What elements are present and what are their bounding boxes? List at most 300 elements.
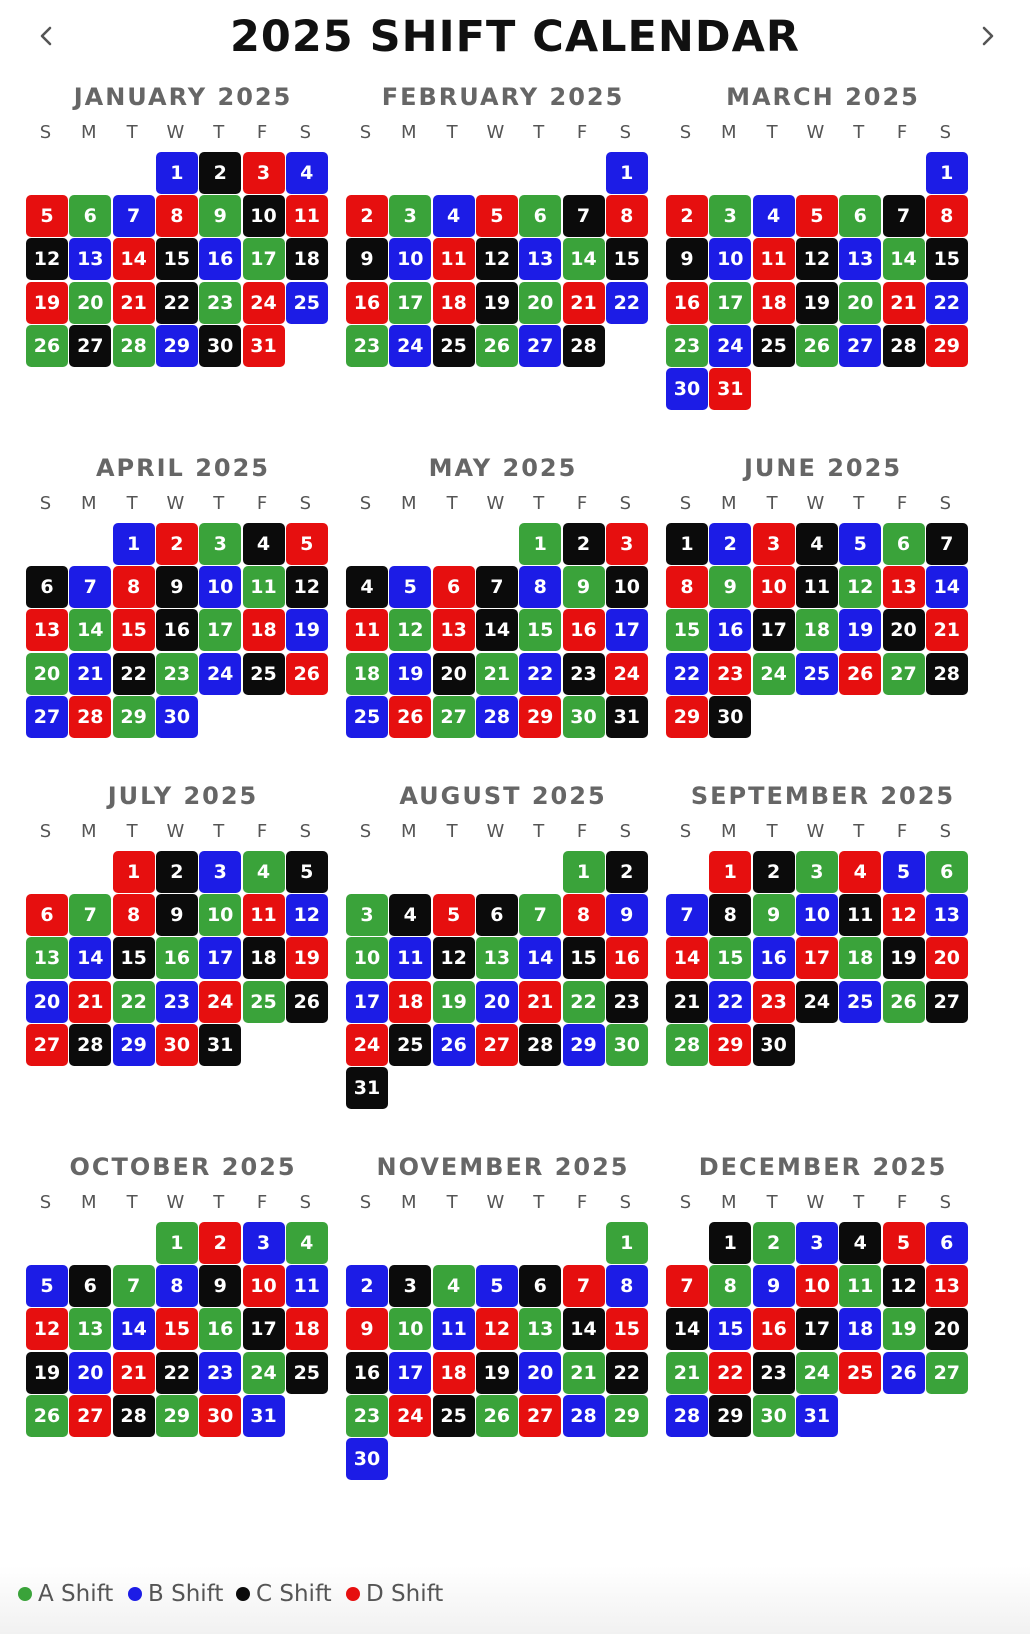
day-cell[interactable]: 29 xyxy=(563,1024,605,1066)
day-cell[interactable]: 5 xyxy=(839,523,881,565)
day-cell[interactable]: 20 xyxy=(26,981,68,1023)
day-cell[interactable]: 15 xyxy=(563,937,605,979)
day-cell[interactable]: 28 xyxy=(563,1395,605,1437)
day-cell[interactable]: 23 xyxy=(199,282,241,324)
day-cell[interactable]: 11 xyxy=(753,238,795,280)
day-cell[interactable]: 12 xyxy=(433,937,475,979)
day-cell[interactable]: 22 xyxy=(926,282,968,324)
day-cell[interactable]: 7 xyxy=(113,195,155,237)
day-cell[interactable]: 21 xyxy=(666,981,708,1023)
day-cell[interactable]: 19 xyxy=(26,282,68,324)
day-cell[interactable]: 8 xyxy=(113,566,155,608)
day-cell[interactable]: 12 xyxy=(389,609,431,651)
day-cell[interactable]: 21 xyxy=(666,1352,708,1394)
day-cell[interactable]: 14 xyxy=(666,937,708,979)
day-cell[interactable]: 30 xyxy=(709,696,751,738)
day-cell[interactable]: 15 xyxy=(156,1308,198,1350)
day-cell[interactable]: 1 xyxy=(606,152,648,194)
day-cell[interactable]: 30 xyxy=(606,1024,648,1066)
day-cell[interactable]: 26 xyxy=(883,981,925,1023)
day-cell[interactable]: 4 xyxy=(286,1222,328,1264)
day-cell[interactable]: 12 xyxy=(476,1308,518,1350)
day-cell[interactable]: 14 xyxy=(69,937,111,979)
day-cell[interactable]: 14 xyxy=(926,566,968,608)
day-cell[interactable]: 28 xyxy=(113,1395,155,1437)
day-cell[interactable]: 9 xyxy=(606,894,648,936)
day-cell[interactable]: 22 xyxy=(606,282,648,324)
day-cell[interactable]: 29 xyxy=(709,1395,751,1437)
day-cell[interactable]: 20 xyxy=(519,1352,561,1394)
day-cell[interactable]: 9 xyxy=(666,238,708,280)
day-cell[interactable]: 19 xyxy=(286,609,328,651)
day-cell[interactable]: 10 xyxy=(753,566,795,608)
day-cell[interactable]: 31 xyxy=(243,325,285,367)
day-cell[interactable]: 6 xyxy=(69,195,111,237)
day-cell[interactable]: 3 xyxy=(243,152,285,194)
day-cell[interactable]: 2 xyxy=(753,1222,795,1264)
day-cell[interactable]: 1 xyxy=(113,851,155,893)
day-cell[interactable]: 29 xyxy=(926,325,968,367)
day-cell[interactable]: 2 xyxy=(199,152,241,194)
day-cell[interactable]: 15 xyxy=(709,937,751,979)
day-cell[interactable]: 27 xyxy=(26,1024,68,1066)
day-cell[interactable]: 11 xyxy=(433,1308,475,1350)
day-cell[interactable]: 31 xyxy=(606,696,648,738)
day-cell[interactable]: 1 xyxy=(926,152,968,194)
day-cell[interactable]: 30 xyxy=(156,1024,198,1066)
day-cell[interactable]: 30 xyxy=(563,696,605,738)
day-cell[interactable]: 25 xyxy=(796,653,838,695)
day-cell[interactable]: 7 xyxy=(563,1265,605,1307)
day-cell[interactable]: 16 xyxy=(606,937,648,979)
day-cell[interactable]: 12 xyxy=(476,238,518,280)
day-cell[interactable]: 20 xyxy=(519,282,561,324)
day-cell[interactable]: 14 xyxy=(666,1308,708,1350)
day-cell[interactable]: 30 xyxy=(346,1438,388,1480)
day-cell[interactable]: 7 xyxy=(519,894,561,936)
day-cell[interactable]: 1 xyxy=(563,851,605,893)
day-cell[interactable]: 16 xyxy=(563,609,605,651)
day-cell[interactable]: 31 xyxy=(243,1395,285,1437)
day-cell[interactable]: 7 xyxy=(69,566,111,608)
day-cell[interactable]: 2 xyxy=(346,1265,388,1307)
day-cell[interactable]: 17 xyxy=(389,1352,431,1394)
day-cell[interactable]: 19 xyxy=(883,937,925,979)
day-cell[interactable]: 13 xyxy=(519,238,561,280)
day-cell[interactable]: 20 xyxy=(926,937,968,979)
day-cell[interactable]: 24 xyxy=(709,325,751,367)
day-cell[interactable]: 10 xyxy=(389,238,431,280)
day-cell[interactable]: 10 xyxy=(243,1265,285,1307)
day-cell[interactable]: 30 xyxy=(156,696,198,738)
day-cell[interactable]: 9 xyxy=(753,1265,795,1307)
day-cell[interactable]: 22 xyxy=(666,653,708,695)
day-cell[interactable]: 7 xyxy=(563,195,605,237)
day-cell[interactable]: 31 xyxy=(796,1395,838,1437)
day-cell[interactable]: 29 xyxy=(666,696,708,738)
day-cell[interactable]: 3 xyxy=(389,1265,431,1307)
day-cell[interactable]: 22 xyxy=(606,1352,648,1394)
day-cell[interactable]: 19 xyxy=(389,653,431,695)
day-cell[interactable]: 24 xyxy=(199,653,241,695)
day-cell[interactable]: 29 xyxy=(709,1024,751,1066)
day-cell[interactable]: 15 xyxy=(709,1308,751,1350)
day-cell[interactable]: 8 xyxy=(666,566,708,608)
day-cell[interactable]: 31 xyxy=(199,1024,241,1066)
day-cell[interactable]: 24 xyxy=(346,1024,388,1066)
day-cell[interactable]: 7 xyxy=(666,894,708,936)
day-cell[interactable]: 4 xyxy=(389,894,431,936)
day-cell[interactable]: 23 xyxy=(709,653,751,695)
day-cell[interactable]: 11 xyxy=(433,238,475,280)
day-cell[interactable]: 23 xyxy=(753,1352,795,1394)
day-cell[interactable]: 5 xyxy=(26,195,68,237)
day-cell[interactable]: 21 xyxy=(563,1352,605,1394)
day-cell[interactable]: 30 xyxy=(199,1395,241,1437)
day-cell[interactable]: 1 xyxy=(709,1222,751,1264)
day-cell[interactable]: 11 xyxy=(243,566,285,608)
day-cell[interactable]: 6 xyxy=(26,894,68,936)
day-cell[interactable]: 8 xyxy=(606,195,648,237)
day-cell[interactable]: 6 xyxy=(883,523,925,565)
day-cell[interactable]: 5 xyxy=(389,566,431,608)
day-cell[interactable]: 10 xyxy=(796,894,838,936)
day-cell[interactable]: 19 xyxy=(796,282,838,324)
day-cell[interactable]: 3 xyxy=(709,195,751,237)
day-cell[interactable]: 14 xyxy=(563,1308,605,1350)
day-cell[interactable]: 7 xyxy=(69,894,111,936)
day-cell[interactable]: 2 xyxy=(346,195,388,237)
day-cell[interactable]: 29 xyxy=(606,1395,648,1437)
day-cell[interactable]: 17 xyxy=(243,1308,285,1350)
day-cell[interactable]: 16 xyxy=(156,609,198,651)
day-cell[interactable]: 18 xyxy=(243,609,285,651)
day-cell[interactable]: 6 xyxy=(926,851,968,893)
day-cell[interactable]: 7 xyxy=(926,523,968,565)
day-cell[interactable]: 25 xyxy=(433,1395,475,1437)
day-cell[interactable]: 18 xyxy=(286,1308,328,1350)
day-cell[interactable]: 16 xyxy=(666,282,708,324)
day-cell[interactable]: 4 xyxy=(243,523,285,565)
day-cell[interactable]: 26 xyxy=(883,1352,925,1394)
day-cell[interactable]: 5 xyxy=(433,894,475,936)
day-cell[interactable]: 18 xyxy=(389,981,431,1023)
day-cell[interactable]: 10 xyxy=(709,238,751,280)
day-cell[interactable]: 4 xyxy=(286,152,328,194)
day-cell[interactable]: 17 xyxy=(243,238,285,280)
day-cell[interactable]: 4 xyxy=(346,566,388,608)
day-cell[interactable]: 22 xyxy=(113,653,155,695)
day-cell[interactable]: 13 xyxy=(519,1308,561,1350)
day-cell[interactable]: 23 xyxy=(666,325,708,367)
day-cell[interactable]: 28 xyxy=(69,696,111,738)
day-cell[interactable]: 10 xyxy=(346,937,388,979)
day-cell[interactable]: 18 xyxy=(433,1352,475,1394)
day-cell[interactable]: 29 xyxy=(113,696,155,738)
day-cell[interactable]: 27 xyxy=(519,1395,561,1437)
day-cell[interactable]: 27 xyxy=(839,325,881,367)
day-cell[interactable]: 18 xyxy=(753,282,795,324)
day-cell[interactable]: 19 xyxy=(476,282,518,324)
day-cell[interactable]: 3 xyxy=(796,851,838,893)
day-cell[interactable]: 13 xyxy=(926,894,968,936)
day-cell[interactable]: 27 xyxy=(433,696,475,738)
day-cell[interactable]: 5 xyxy=(286,523,328,565)
next-year-button[interactable] xyxy=(966,14,1010,58)
day-cell[interactable]: 6 xyxy=(433,566,475,608)
day-cell[interactable]: 3 xyxy=(606,523,648,565)
day-cell[interactable]: 8 xyxy=(156,195,198,237)
day-cell[interactable]: 2 xyxy=(666,195,708,237)
day-cell[interactable]: 26 xyxy=(796,325,838,367)
day-cell[interactable]: 9 xyxy=(156,566,198,608)
day-cell[interactable]: 7 xyxy=(666,1265,708,1307)
day-cell[interactable]: 9 xyxy=(199,195,241,237)
day-cell[interactable]: 19 xyxy=(883,1308,925,1350)
day-cell[interactable]: 24 xyxy=(753,653,795,695)
day-cell[interactable]: 25 xyxy=(753,325,795,367)
day-cell[interactable]: 22 xyxy=(156,282,198,324)
day-cell[interactable]: 23 xyxy=(199,1352,241,1394)
day-cell[interactable]: 6 xyxy=(69,1265,111,1307)
day-cell[interactable]: 18 xyxy=(839,1308,881,1350)
day-cell[interactable]: 15 xyxy=(113,609,155,651)
day-cell[interactable]: 7 xyxy=(476,566,518,608)
day-cell[interactable]: 16 xyxy=(199,1308,241,1350)
day-cell[interactable]: 28 xyxy=(926,653,968,695)
day-cell[interactable]: 3 xyxy=(199,851,241,893)
day-cell[interactable]: 22 xyxy=(519,653,561,695)
day-cell[interactable]: 24 xyxy=(243,282,285,324)
day-cell[interactable]: 25 xyxy=(243,981,285,1023)
day-cell[interactable]: 27 xyxy=(26,696,68,738)
day-cell[interactable]: 12 xyxy=(26,238,68,280)
day-cell[interactable]: 30 xyxy=(753,1395,795,1437)
day-cell[interactable]: 13 xyxy=(839,238,881,280)
day-cell[interactable]: 2 xyxy=(156,523,198,565)
day-cell[interactable]: 4 xyxy=(839,1222,881,1264)
day-cell[interactable]: 11 xyxy=(389,937,431,979)
day-cell[interactable]: 12 xyxy=(26,1308,68,1350)
day-cell[interactable]: 13 xyxy=(476,937,518,979)
day-cell[interactable]: 29 xyxy=(156,325,198,367)
day-cell[interactable]: 8 xyxy=(709,1265,751,1307)
day-cell[interactable]: 22 xyxy=(156,1352,198,1394)
day-cell[interactable]: 10 xyxy=(796,1265,838,1307)
day-cell[interactable]: 9 xyxy=(753,894,795,936)
day-cell[interactable]: 20 xyxy=(26,653,68,695)
day-cell[interactable]: 29 xyxy=(519,696,561,738)
day-cell[interactable]: 20 xyxy=(433,653,475,695)
day-cell[interactable]: 12 xyxy=(796,238,838,280)
day-cell[interactable]: 17 xyxy=(796,937,838,979)
day-cell[interactable]: 3 xyxy=(243,1222,285,1264)
day-cell[interactable]: 9 xyxy=(709,566,751,608)
day-cell[interactable]: 14 xyxy=(113,1308,155,1350)
day-cell[interactable]: 26 xyxy=(476,325,518,367)
day-cell[interactable]: 2 xyxy=(709,523,751,565)
day-cell[interactable]: 3 xyxy=(796,1222,838,1264)
day-cell[interactable]: 14 xyxy=(113,238,155,280)
day-cell[interactable]: 8 xyxy=(709,894,751,936)
day-cell[interactable]: 11 xyxy=(286,195,328,237)
day-cell[interactable]: 25 xyxy=(839,981,881,1023)
day-cell[interactable]: 5 xyxy=(26,1265,68,1307)
day-cell[interactable]: 27 xyxy=(926,981,968,1023)
day-cell[interactable]: 26 xyxy=(839,653,881,695)
day-cell[interactable]: 4 xyxy=(839,851,881,893)
day-cell[interactable]: 18 xyxy=(796,609,838,651)
day-cell[interactable]: 25 xyxy=(389,1024,431,1066)
day-cell[interactable]: 6 xyxy=(519,195,561,237)
day-cell[interactable]: 30 xyxy=(753,1024,795,1066)
day-cell[interactable]: 20 xyxy=(69,1352,111,1394)
day-cell[interactable]: 30 xyxy=(666,368,708,410)
day-cell[interactable]: 18 xyxy=(286,238,328,280)
day-cell[interactable]: 1 xyxy=(606,1222,648,1264)
day-cell[interactable]: 6 xyxy=(839,195,881,237)
day-cell[interactable]: 9 xyxy=(156,894,198,936)
day-cell[interactable]: 3 xyxy=(199,523,241,565)
day-cell[interactable]: 26 xyxy=(389,696,431,738)
day-cell[interactable]: 10 xyxy=(199,894,241,936)
day-cell[interactable]: 4 xyxy=(433,1265,475,1307)
day-cell[interactable]: 18 xyxy=(433,282,475,324)
day-cell[interactable]: 28 xyxy=(476,696,518,738)
day-cell[interactable]: 17 xyxy=(709,282,751,324)
day-cell[interactable]: 19 xyxy=(839,609,881,651)
day-cell[interactable]: 20 xyxy=(476,981,518,1023)
day-cell[interactable]: 23 xyxy=(156,981,198,1023)
day-cell[interactable]: 12 xyxy=(286,894,328,936)
day-cell[interactable]: 6 xyxy=(926,1222,968,1264)
day-cell[interactable]: 17 xyxy=(389,282,431,324)
day-cell[interactable]: 10 xyxy=(243,195,285,237)
day-cell[interactable]: 15 xyxy=(606,1308,648,1350)
day-cell[interactable]: 2 xyxy=(156,851,198,893)
day-cell[interactable]: 9 xyxy=(199,1265,241,1307)
day-cell[interactable]: 9 xyxy=(346,1308,388,1350)
day-cell[interactable]: 8 xyxy=(156,1265,198,1307)
day-cell[interactable]: 27 xyxy=(69,1395,111,1437)
day-cell[interactable]: 20 xyxy=(69,282,111,324)
day-cell[interactable]: 23 xyxy=(563,653,605,695)
day-cell[interactable]: 16 xyxy=(346,1352,388,1394)
day-cell[interactable]: 22 xyxy=(563,981,605,1023)
day-cell[interactable]: 9 xyxy=(563,566,605,608)
day-cell[interactable]: 21 xyxy=(113,282,155,324)
day-cell[interactable]: 28 xyxy=(666,1024,708,1066)
day-cell[interactable]: 21 xyxy=(563,282,605,324)
day-cell[interactable]: 11 xyxy=(346,609,388,651)
day-cell[interactable]: 5 xyxy=(883,1222,925,1264)
day-cell[interactable]: 20 xyxy=(839,282,881,324)
day-cell[interactable]: 11 xyxy=(839,1265,881,1307)
day-cell[interactable]: 15 xyxy=(926,238,968,280)
day-cell[interactable]: 28 xyxy=(113,325,155,367)
day-cell[interactable]: 18 xyxy=(839,937,881,979)
day-cell[interactable]: 3 xyxy=(389,195,431,237)
day-cell[interactable]: 23 xyxy=(346,325,388,367)
day-cell[interactable]: 31 xyxy=(709,368,751,410)
day-cell[interactable]: 1 xyxy=(113,523,155,565)
day-cell[interactable]: 10 xyxy=(606,566,648,608)
day-cell[interactable]: 11 xyxy=(839,894,881,936)
day-cell[interactable]: 15 xyxy=(606,238,648,280)
day-cell[interactable]: 21 xyxy=(883,282,925,324)
day-cell[interactable]: 28 xyxy=(563,325,605,367)
day-cell[interactable]: 29 xyxy=(113,1024,155,1066)
day-cell[interactable]: 17 xyxy=(199,937,241,979)
day-cell[interactable]: 20 xyxy=(883,609,925,651)
day-cell[interactable]: 15 xyxy=(666,609,708,651)
day-cell[interactable]: 28 xyxy=(69,1024,111,1066)
day-cell[interactable]: 14 xyxy=(69,609,111,651)
day-cell[interactable]: 25 xyxy=(286,1352,328,1394)
day-cell[interactable]: 19 xyxy=(286,937,328,979)
day-cell[interactable]: 9 xyxy=(346,238,388,280)
day-cell[interactable]: 5 xyxy=(286,851,328,893)
day-cell[interactable]: 5 xyxy=(476,195,518,237)
day-cell[interactable]: 17 xyxy=(753,609,795,651)
day-cell[interactable]: 21 xyxy=(69,653,111,695)
day-cell[interactable]: 4 xyxy=(796,523,838,565)
day-cell[interactable]: 22 xyxy=(709,1352,751,1394)
day-cell[interactable]: 21 xyxy=(113,1352,155,1394)
day-cell[interactable]: 15 xyxy=(156,238,198,280)
day-cell[interactable]: 14 xyxy=(563,238,605,280)
day-cell[interactable]: 11 xyxy=(796,566,838,608)
day-cell[interactable]: 25 xyxy=(243,653,285,695)
day-cell[interactable]: 16 xyxy=(199,238,241,280)
day-cell[interactable]: 19 xyxy=(26,1352,68,1394)
day-cell[interactable]: 17 xyxy=(606,609,648,651)
day-cell[interactable]: 24 xyxy=(389,325,431,367)
day-cell[interactable]: 13 xyxy=(69,1308,111,1350)
day-cell[interactable]: 6 xyxy=(476,894,518,936)
day-cell[interactable]: 18 xyxy=(243,937,285,979)
day-cell[interactable]: 24 xyxy=(796,981,838,1023)
day-cell[interactable]: 13 xyxy=(926,1265,968,1307)
day-cell[interactable]: 13 xyxy=(26,609,68,651)
day-cell[interactable]: 12 xyxy=(839,566,881,608)
day-cell[interactable]: 26 xyxy=(286,981,328,1023)
day-cell[interactable]: 3 xyxy=(753,523,795,565)
day-cell[interactable]: 2 xyxy=(606,851,648,893)
day-cell[interactable]: 5 xyxy=(476,1265,518,1307)
day-cell[interactable]: 12 xyxy=(883,1265,925,1307)
day-cell[interactable]: 23 xyxy=(156,653,198,695)
day-cell[interactable]: 25 xyxy=(346,696,388,738)
day-cell[interactable]: 25 xyxy=(286,282,328,324)
day-cell[interactable]: 11 xyxy=(286,1265,328,1307)
day-cell[interactable]: 15 xyxy=(113,937,155,979)
day-cell[interactable]: 10 xyxy=(389,1308,431,1350)
day-cell[interactable]: 8 xyxy=(519,566,561,608)
day-cell[interactable]: 1 xyxy=(156,1222,198,1264)
day-cell[interactable]: 31 xyxy=(346,1067,388,1109)
day-cell[interactable]: 2 xyxy=(199,1222,241,1264)
day-cell[interactable]: 13 xyxy=(883,566,925,608)
day-cell[interactable]: 6 xyxy=(26,566,68,608)
day-cell[interactable]: 20 xyxy=(926,1308,968,1350)
day-cell[interactable]: 14 xyxy=(519,937,561,979)
day-cell[interactable]: 24 xyxy=(389,1395,431,1437)
day-cell[interactable]: 3 xyxy=(346,894,388,936)
day-cell[interactable]: 12 xyxy=(286,566,328,608)
day-cell[interactable]: 17 xyxy=(199,609,241,651)
day-cell[interactable]: 23 xyxy=(606,981,648,1023)
